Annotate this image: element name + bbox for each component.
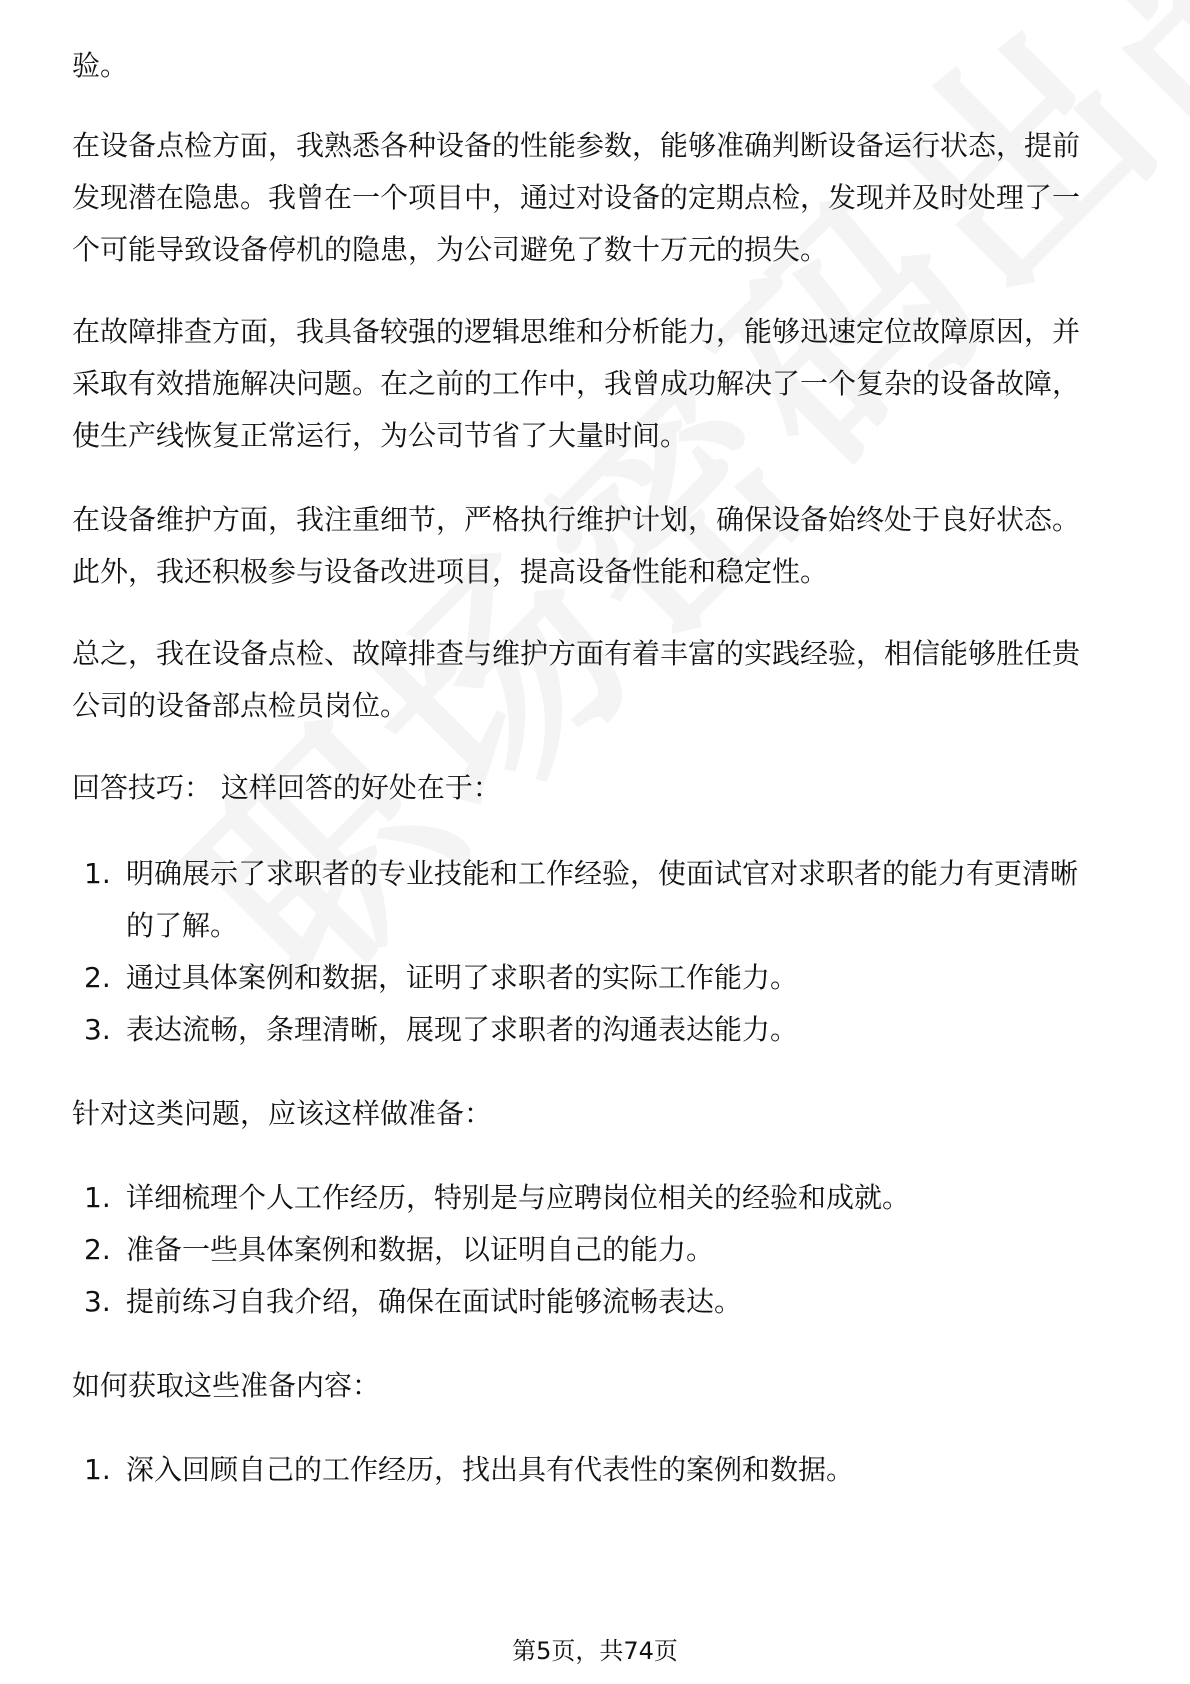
list-item — [84, 1232, 714, 1268]
list-number: 1. — [84, 1453, 111, 1486]
paragraph-line: 验。 — [72, 49, 129, 82]
paragraph-line: 使生产线恢复正常运行，为公司节省了大量时间。 — [72, 419, 689, 452]
list-item — [84, 1180, 910, 1216]
list-text: 明确展示了求职者的专业技能和工作经验，使面试官对求职者的能力有更清晰 — [126, 857, 1079, 890]
obtain-content-heading: 如何获取这些准备内容： — [72, 1369, 381, 1402]
paragraph-line: 此外，我还积极参与设备改进项目，提高设备性能和稳定性。 — [72, 555, 829, 588]
list-number: 2. — [84, 1233, 111, 1266]
paragraph-line: 在设备点检方面，我熟悉各种设备的性能参数，能够准确判断设备运行状态，提前 — [72, 129, 1081, 162]
list-number: 3. — [84, 1285, 111, 1318]
paragraph-line: 总之，我在设备点检、故障排查与维护方面有着丰富的实践经验，相信能够胜任贵 — [72, 637, 1081, 670]
paragraph-line: 在设备维护方面，我注重细节，严格执行维护计划，确保设备始终处于良好状态。 — [72, 503, 1081, 536]
paragraph-line: 采取有效措施解决问题。在之前的工作中，我曾成功解决了一个复杂的设备故障， — [72, 367, 1081, 400]
answer-tips-heading: 回答技巧： 这样回答的好处在于： — [72, 771, 501, 804]
list-text: 通过具体案例和数据，证明了求职者的实际工作能力。 — [126, 961, 799, 994]
list-item-continuation: 的了解。 — [126, 909, 239, 942]
paragraph-line: 发现潜在隐患。我曾在一个项目中，通过对设备的定期点检，发现并及时处理了一 — [72, 181, 1081, 214]
list-number: 1. — [84, 1181, 111, 1214]
list-text: 详细梳理个人工作经历，特别是与应聘岗位相关的经验和成就。 — [126, 1181, 911, 1214]
list-number: 2. — [84, 961, 111, 994]
page-footer: 第5页，共74页 — [512, 1637, 678, 1665]
paragraph-line: 在故障排查方面，我具备较强的逻辑思维和分析能力，能够迅速定位故障原因，并 — [72, 315, 1081, 348]
list-item — [84, 1012, 798, 1048]
list-text: 深入回顾自己的工作经历，找出具有代表性的案例和数据。 — [126, 1453, 855, 1486]
list-number: 1. — [84, 857, 111, 890]
preparation-heading: 针对这类问题，应该这样做准备： — [72, 1097, 493, 1130]
list-item — [84, 960, 798, 996]
list-number: 3. — [84, 1013, 111, 1046]
list-item — [84, 856, 1078, 892]
paragraph-line: 个可能导致设备停机的隐患，为公司避免了数十万元的损失。 — [72, 233, 829, 266]
list-text: 准备一些具体案例和数据，以证明自己的能力。 — [126, 1233, 715, 1266]
list-item — [84, 1452, 854, 1488]
paragraph-line: 公司的设备部点检员岗位。 — [72, 689, 409, 722]
list-text: 提前练习自我介绍，确保在面试时能够流畅表达。 — [126, 1285, 743, 1318]
list-text: 表达流畅，条理清晰，展现了求职者的沟通表达能力。 — [126, 1013, 799, 1046]
list-item — [84, 1284, 742, 1320]
